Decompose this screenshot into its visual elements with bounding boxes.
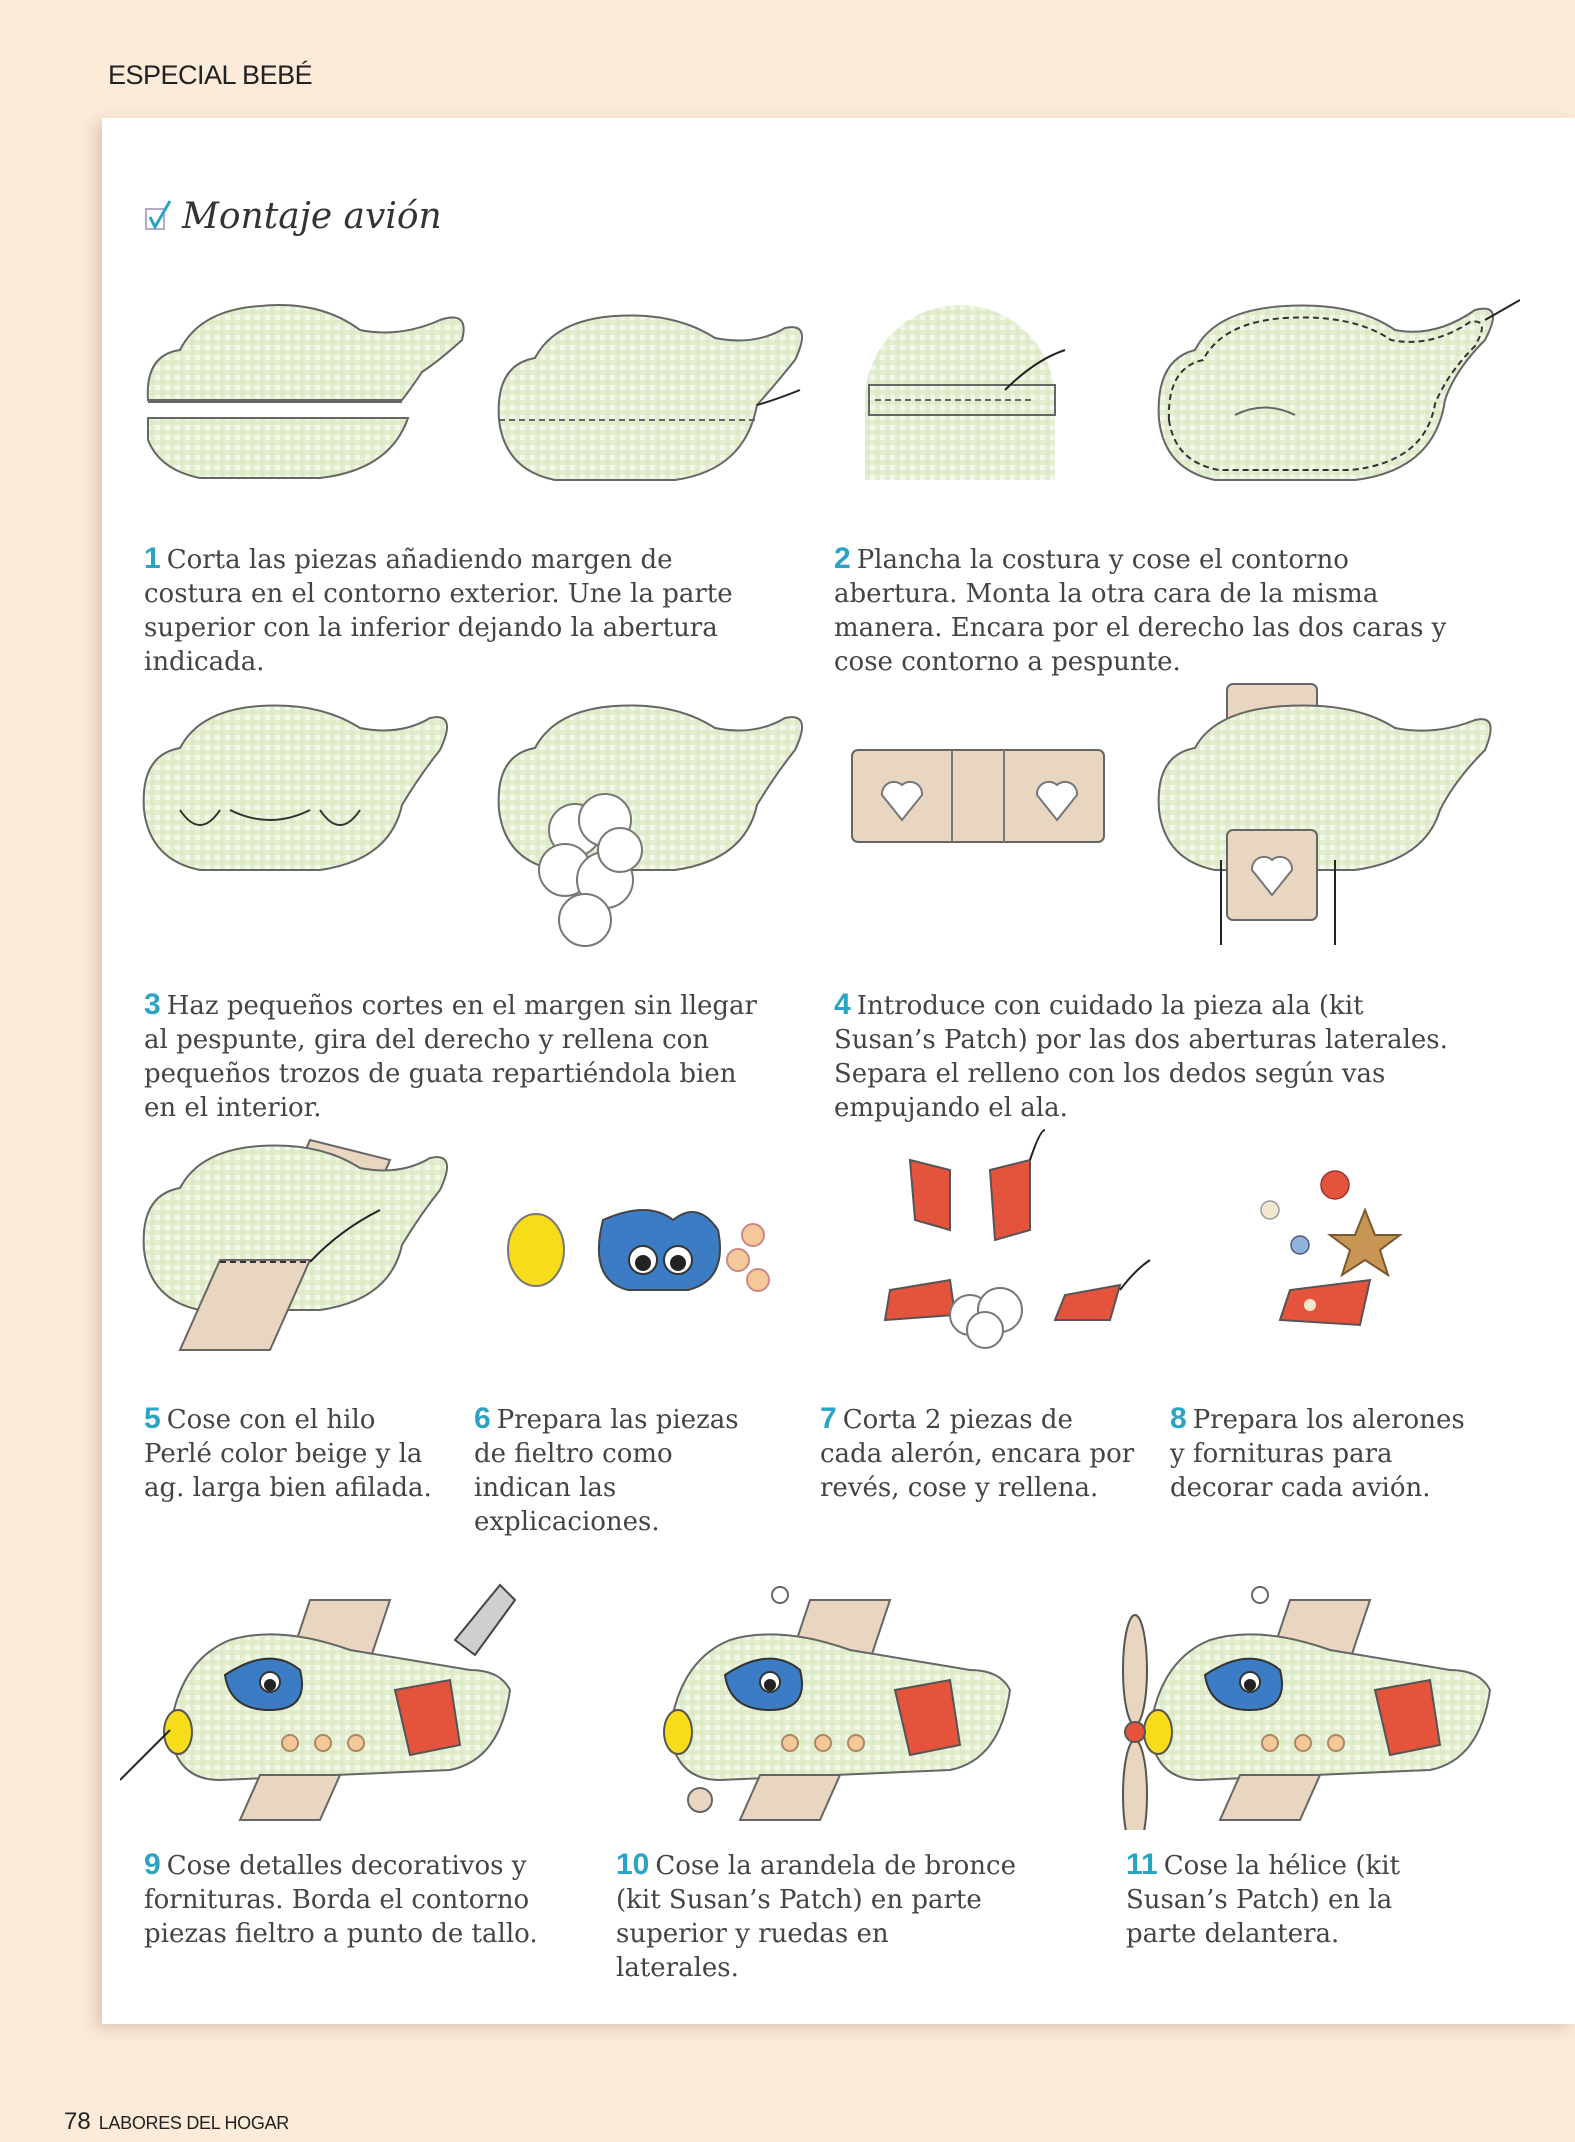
step-3-4-illustration bbox=[140, 680, 1520, 970]
plane-stuffing bbox=[499, 705, 802, 946]
page-number: 78 bbox=[64, 2108, 91, 2135]
magazine-name: LABORES DEL HOGAR bbox=[98, 2113, 289, 2133]
page-footer bbox=[64, 2108, 289, 2136]
plane-decorated bbox=[120, 1585, 515, 1820]
step-2: 2 Plancha la costura y cose el contorno abertura. Monta la otra cara de la misma manera. Encara por el derecho las dos caras y cose contorno a pespunte. bbox=[834, 542, 1447, 677]
step-3: 3 Haz pequeños cortes en el margen sin llegar al pespunte, gira del derecho y rellena con pequeños trozos de guata repartiéndola bien en el interior. bbox=[144, 988, 757, 1123]
step-1-2-illustration bbox=[140, 290, 1520, 510]
aileron-pieces bbox=[885, 1130, 1150, 1348]
step-6: 6 Prepara las piezas de fieltro como indican las explicaciones. bbox=[474, 1402, 739, 1537]
section-label: ESPECIAL BEBÉ bbox=[108, 60, 313, 90]
plane-outline-sewn bbox=[1159, 300, 1520, 480]
plane-wing-sewn bbox=[144, 1140, 447, 1350]
plane-with-wing bbox=[1159, 684, 1491, 945]
step-8: 8 Prepara los alerones y fornituras para decorar cada avión. bbox=[1170, 1402, 1465, 1503]
wing-piece-flat bbox=[852, 750, 1104, 842]
step-9-11-illustration bbox=[120, 1560, 1500, 1830]
plane-seam-detail bbox=[865, 305, 1065, 480]
step-9: 9 Cose detalles decorativos y fornituras. Borda el contorno piezas fieltro a punto de tallo. bbox=[144, 1848, 538, 1949]
heading bbox=[142, 196, 442, 237]
step-5: 5 Cose con el hilo Perlé color beige y la ag. larga bien afilada. bbox=[144, 1402, 432, 1503]
page-title: Montaje avión bbox=[182, 196, 442, 237]
step-1: 1 Corta las piezas añadiendo margen de costura en el contorno exterior. Une la parte superior con la inferior dejando la abertura indicada. bbox=[144, 542, 733, 677]
step-7: 7 Corta 2 piezas de cada alerón, encara por revés, cose y rellena. bbox=[820, 1402, 1135, 1503]
plane-joined-piece bbox=[499, 315, 802, 480]
checkbox-check-icon bbox=[142, 197, 176, 237]
step-10: 10 Cose la arandela de bronce (kit Susan’s Patch) en parte superior y ruedas en laterales. bbox=[616, 1848, 1016, 1983]
plane-washer bbox=[664, 1587, 1010, 1820]
plane-cut-margin bbox=[144, 705, 447, 870]
plane-propeller bbox=[1123, 1587, 1490, 1830]
step-4: 4 Introduce con cuidado la pieza ala (kit Susan’s Patch) por las dos aberturas laterales. Separa el relleno con los dedos según vas empujando el ala. bbox=[834, 988, 1448, 1123]
stuffing-cotton bbox=[539, 794, 642, 946]
step-5-8-illustration bbox=[140, 1120, 1520, 1370]
trimmings bbox=[1261, 1171, 1400, 1325]
plane-top-piece bbox=[148, 305, 464, 478]
felt-pieces bbox=[508, 1210, 769, 1291]
step-11: 11 Cose la hélice (kit Susan’s Patch) en la parte delantera. bbox=[1126, 1848, 1400, 1949]
